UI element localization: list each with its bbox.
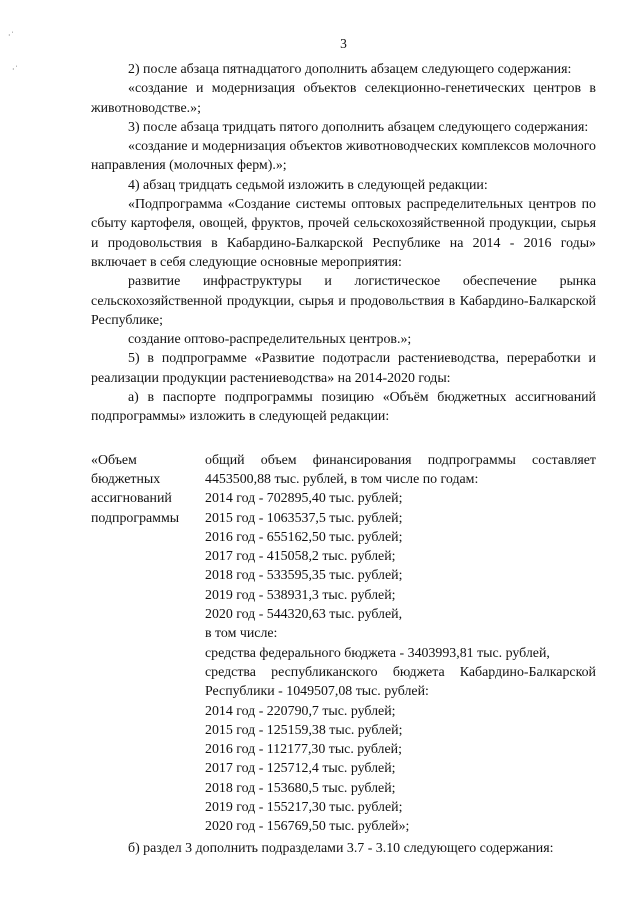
year-total-2019: 2019 год - 538931,3 тыс. рублей; xyxy=(205,587,396,603)
paragraph-6: «Подпрограмма «Создание системы оптовых распределительных центров по сбыту картофеля, овощей, фруктов, прочей сельскохозяйственной продукции, сырья и продовольствия в Кабардино-Балкарской Республике на 2014 - 2016 годы» включает в себя следующие основные мероприятия: xyxy=(91,197,596,270)
paragraph-10: а) в паспорте подпрограммы позицию «Объём бюджетных ассигнований подпрограммы» изложить в следующей редакции: xyxy=(91,390,596,425)
year-republic-2020: 2020 год - 156769,50 тыс. рублей»; xyxy=(205,819,410,835)
scan-speck: ·˙ xyxy=(8,31,15,40)
republic-funds: средства республиканского бюджета Кабардино-Балкарской Республики - 1049507,08 тыс. рублей: xyxy=(205,664,596,700)
year-republic-2016: 2016 год - 112177,30 тыс. рублей; xyxy=(205,742,402,758)
closing-paragraph: б) раздел 3 дополнить подразделами 3.7 - 3.10 следующего содержания: xyxy=(128,840,554,856)
federal-funds: средства федерального бюджета - 3403993,81 тыс. рублей, xyxy=(205,645,550,661)
label-line: ассигнований xyxy=(91,491,172,507)
budget-table-value xyxy=(205,451,596,837)
label-line: подпрограммы xyxy=(91,510,180,526)
financing-intro: общий объем финансирования подпрограммы составляет 4453500,88 тыс. рублей, в том числе по годам: xyxy=(205,452,596,487)
year-republic-2014: 2014 год - 220790,7 тыс. рублей; xyxy=(205,703,396,719)
year-total-2016: 2016 год - 655162,50 тыс. рублей; xyxy=(205,529,403,545)
year-republic-2018: 2018 год - 153680,5 тыс. рублей; xyxy=(205,780,396,796)
year-total-2018: 2018 год - 533595,35 тыс. рублей; xyxy=(205,568,403,584)
year-republic-2019: 2019 год - 155217,30 тыс. рублей; xyxy=(205,799,403,815)
paragraph-4: «создание и модернизация объектов животноводческих комплексов молочного направления (молочных ферм).»; xyxy=(91,139,596,174)
paragraph-8: создание оптово-распределительных центров.»; xyxy=(128,332,412,348)
paragraph-5: 4) абзац тридцать седьмой изложить в следующей редакции: xyxy=(128,177,488,193)
paragraph-3: 3) после абзаца тридцать пятого дополнить абзацем следующего содержания: xyxy=(128,119,589,135)
year-total-2020: 2020 год - 544320,63 тыс. рублей, xyxy=(205,607,403,623)
budget-table xyxy=(91,451,596,837)
year-republic-2015: 2015 год - 125159,38 тыс. рублей; xyxy=(205,722,403,738)
paragraph-9: 5) в подпрограмме «Развитие подотрасли растениеводства, переработки и реализации продукции растениеводства» на 2014-2020 годы: xyxy=(91,351,596,386)
label-line: «Объем xyxy=(91,452,137,468)
year-total-2014: 2014 год - 702895,40 тыс. рублей; xyxy=(205,491,403,507)
including-label: в том числе: xyxy=(205,626,278,642)
page-number: 3 xyxy=(340,36,347,51)
paragraph-1: 2) после абзаца пятнадцатого дополнить абзацем следующего содержания: xyxy=(128,62,572,77)
year-republic-2017: 2017 год - 125712,4 тыс. рублей; xyxy=(205,761,396,777)
paragraph-7: развитие инфраструктуры и логистическое обеспечение рынка сельскохозяйственной продукции, сырья и продовольствия в Кабардино-Балкарской Республике; xyxy=(91,274,596,328)
year-total-2015: 2015 год - 1063537,5 тыс. рублей; xyxy=(205,510,403,526)
paragraph-2: «создание и модернизация объектов селекционно-генетических центров в животноводстве.»; xyxy=(91,81,596,116)
label-line: бюджетных xyxy=(91,471,161,487)
year-total-2017: 2017 год - 415058,2 тыс. рублей; xyxy=(205,549,396,565)
scan-speck: ·˙ xyxy=(12,65,19,74)
budget-table-label xyxy=(91,451,205,528)
